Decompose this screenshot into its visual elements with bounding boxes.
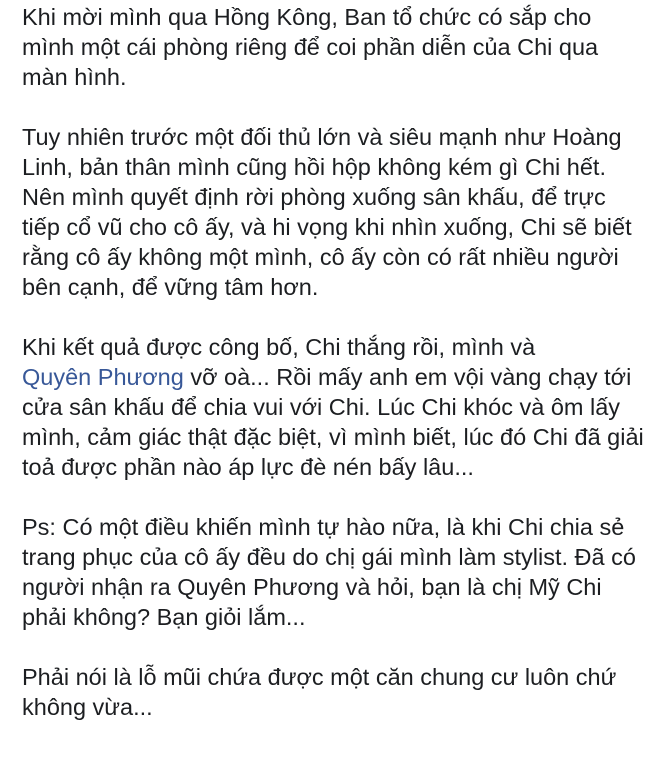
post-paragraph-4: Ps: Có một điều khiến mình tự hào nữa, là khi Chi chia sẻ trang phục của cô ấy đều do chị gái mình làm stylist. Đã có người nhận ra Quyên Phương và hỏi, bạn là chị Mỹ Chi phải không? Bạn giỏi lắm... [22, 514, 643, 630]
paragraph-3-text-before: Khi kết quả được công bố, Chi thắng rồi, mình và [22, 334, 536, 360]
paragraph-3-text-after: vỡ oà... Rồi mấy anh em vội vàng chạy tới cửa sân khấu để chia vui với Chi. Lúc Chi khóc và ôm lấy mình, cảm giác thật đặc biệt, vì mình biết, lúc đó Chi đã giải toả được phần nào áp lực đè nén bấy lâu... [22, 364, 650, 480]
mention-link-quyen-phuong[interactable]: Quyên Phương [22, 364, 184, 390]
post-body [22, 2, 650, 722]
post-paragraph-2: Tuy nhiên trước một đối thủ lớn và siêu mạnh như Hoàng Linh, bản thân mình cũng hồi hộp không kém gì Chi hết. Nên mình quyết định rời phòng xuống sân khấu, để trực tiếp cổ vũ cho cô ấy, và hi vọng khi nhìn xuống, Chi sẽ biết rằng cô ấy không một mình, cô ấy còn có rất nhiều người bên cạnh, để vững tâm hơn. [22, 124, 639, 300]
post-paragraph-3 [22, 332, 650, 482]
post-paragraph-5: Phải nói là lỗ mũi chứa được một căn chung cư luôn chứ không vừa... [22, 664, 623, 720]
post-paragraph-1: Khi mời mình qua Hồng Kông, Ban tổ chức có sắp cho mình một cái phòng riêng để coi phần diễn của Chi qua màn hình. [22, 4, 605, 90]
